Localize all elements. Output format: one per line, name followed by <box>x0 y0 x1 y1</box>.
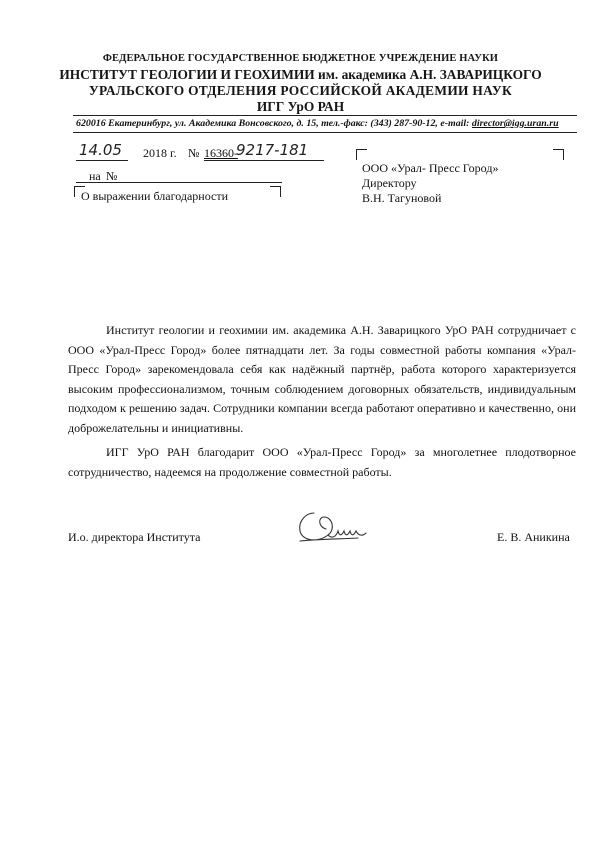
addressee-bracket-left <box>356 149 367 160</box>
letter-number-handwritten: 9217-181 <box>236 141 309 159</box>
handwritten-date: 14.05 <box>79 141 122 159</box>
signatory-name: Е. В. Аникина <box>497 530 570 544</box>
addressee-position: Директору <box>362 176 417 190</box>
reply-to-label: на <box>89 169 101 183</box>
address-text: 620016 Екатеринбург, ул. Академика Вонсовского, д. 15, тел.-факс: (343) 287-90-12, e-mail: <box>76 118 472 129</box>
handwritten-signature <box>292 505 374 549</box>
header-rule-top <box>73 115 577 116</box>
signatory-position: И.о. директора Института <box>68 530 201 544</box>
subject-bracket-right <box>270 186 281 197</box>
number-label: № <box>188 146 200 160</box>
letter-date-number <box>76 141 336 165</box>
addressee-bracket-right <box>553 149 564 160</box>
body-paragraph-2: ИГГ УрО РАН благодарит ООО «Урал-Пресс Город» за многолетнее плодотворное сотрудничество, надеемся на продолжение совместной работы. <box>68 445 576 479</box>
org-header-line-1: ФЕДЕРАЛЬНОЕ ГОСУДАРСТВЕННОЕ БЮДЖЕТНОЕ УЧРЕЖДЕНИЕ НАУКИ <box>102 53 499 64</box>
number-underline <box>204 160 324 161</box>
org-address <box>76 118 586 129</box>
addressee-company: ООО «Урал- Пресс Город» <box>362 161 499 175</box>
addressee-block <box>362 161 498 206</box>
org-header-line-4: ИГГ УрО РАН <box>256 99 345 114</box>
org-header-line-2: ИНСТИТУТ ГЕОЛОГИИ И ГЕОХИМИИ им. академика А.Н. ЗАВАРИЦКОГО <box>59 67 542 82</box>
addressee-name: В.Н. Тагуновой <box>362 191 442 205</box>
org-header-line-3: УРАЛЬСКОГО ОТДЕЛЕНИЯ РОССИЙСКОЙ АКАДЕМИИ НАУК <box>88 83 513 98</box>
letter-year: 2018 г. <box>143 146 177 160</box>
reply-underline <box>76 182 282 183</box>
email-link[interactable]: director@igg.uran.ru <box>471 118 559 129</box>
letter-number-printed: 16360- <box>204 146 238 160</box>
header-rule-bottom <box>73 132 577 133</box>
date-underline <box>76 160 128 161</box>
body-paragraph-1: Институт геологии и геохимии им. академика А.Н. Заварицкого УрО РАН сотрудничает с ООО «Урал-Пресс Город» более пятнадцати лет. За годы совместной работы компания «Урал-Пресс Город» зарекомендовала себя как надёжный партнёр, работа которого характеризуется высоким профессионализмом, точным соблюдением договорных обязательств, индивидуальным подходом к решению задач. Сотрудники компании всегда работают оперативно и качественно, они доброжелательны и инициативны. <box>68 323 576 435</box>
letter-subject: О выражении благодарности <box>81 189 228 203</box>
reply-number-label: № <box>106 169 118 183</box>
